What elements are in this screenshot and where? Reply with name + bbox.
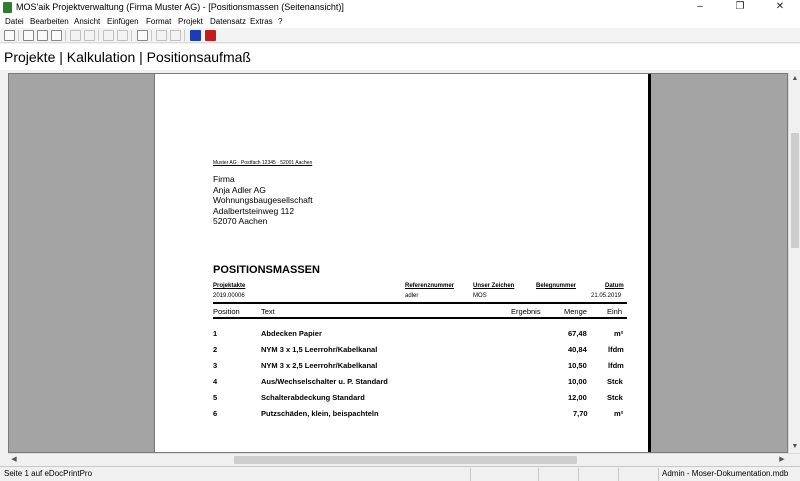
divider bbox=[213, 317, 627, 319]
address-line: Adalbertsteinweg 112 bbox=[213, 205, 295, 216]
meta-header-unser-zeichen: Unser Zeichen bbox=[473, 283, 515, 289]
toolbar-separator bbox=[131, 30, 132, 41]
address-line: Anja Adler AG bbox=[213, 184, 266, 195]
minimize-button[interactable]: – bbox=[697, 1, 703, 12]
meta-header-projektakte: Projektakte bbox=[213, 283, 246, 289]
column-header-einh: Einh bbox=[607, 307, 623, 316]
toolbar-separator bbox=[98, 30, 99, 41]
row-einh: m² bbox=[614, 329, 624, 338]
status-bar bbox=[0, 466, 800, 481]
toolbar-separator bbox=[151, 30, 152, 41]
column-header-position: Position bbox=[213, 307, 240, 316]
refresh-icon[interactable] bbox=[170, 30, 181, 41]
meta-header-referenznummer: Referenznummer bbox=[405, 283, 455, 289]
toolbar-separator bbox=[18, 30, 19, 41]
scroll-right-icon[interactable]: ▶ bbox=[779, 456, 785, 463]
vertical-scroll-thumb[interactable] bbox=[791, 133, 799, 248]
app-icon bbox=[3, 2, 12, 13]
redo-icon[interactable] bbox=[84, 30, 95, 41]
document-title: POSITIONSMASSEN bbox=[213, 264, 320, 276]
mail-icon[interactable] bbox=[51, 30, 62, 41]
row-text: Abdecken Papier bbox=[261, 329, 322, 338]
menu-help[interactable]: ? bbox=[278, 17, 283, 26]
window-title: MOS'aik Projektverwaltung (Firma Muster AG) - [Positionsmassen (Seitenansicht)] bbox=[16, 2, 344, 12]
address-line: 52070 Aachen bbox=[213, 216, 268, 226]
vertical-scrollbar[interactable] bbox=[788, 73, 800, 453]
status-segment bbox=[470, 468, 471, 481]
title-bar bbox=[0, 0, 800, 15]
divider bbox=[213, 302, 627, 304]
close-button[interactable]: ✕ bbox=[775, 1, 785, 12]
row-position: 2 bbox=[213, 345, 218, 354]
document-page bbox=[154, 74, 651, 453]
breadcrumb: Projekte | Kalkulation | Positionsaufmaß bbox=[0, 44, 800, 70]
menu-datensatz[interactable]: Datensatz bbox=[210, 17, 247, 26]
status-segment bbox=[618, 468, 619, 481]
menu-projekt[interactable]: Projekt bbox=[178, 17, 203, 26]
recipient-address bbox=[213, 174, 313, 227]
menu-bearbeiten[interactable]: Bearbeiten bbox=[30, 17, 69, 26]
row-text: Schalterabdeckung Standard bbox=[261, 393, 365, 402]
address-line: Firma bbox=[213, 174, 235, 184]
menu-ansicht[interactable]: Ansicht bbox=[74, 17, 101, 26]
row-einh: Stck bbox=[607, 393, 623, 402]
row-einh: m² bbox=[614, 409, 624, 418]
arrow-up-icon[interactable] bbox=[103, 30, 114, 41]
menu-einfuegen[interactable]: Einfügen bbox=[107, 17, 139, 26]
row-menge: 10,00 bbox=[568, 377, 587, 386]
delete-icon[interactable] bbox=[156, 30, 167, 41]
row-position: 3 bbox=[213, 361, 218, 370]
horizontal-scrollbar[interactable] bbox=[8, 453, 800, 465]
row-einh: lfdm bbox=[608, 361, 624, 370]
toolbar-separator bbox=[184, 30, 185, 41]
undo-icon[interactable] bbox=[70, 30, 81, 41]
menu-format[interactable]: Format bbox=[146, 17, 172, 26]
row-text: NYM 3 x 1,5 Leerrohr/Kabelkanal bbox=[261, 345, 378, 354]
address-line: Wohnungsbaugesellschaft bbox=[213, 195, 313, 205]
status-database: Admin - Moser-Dokumentation.mdb bbox=[662, 469, 789, 478]
print-preview bbox=[8, 73, 788, 453]
row-text: Putzschäden, klein, beispachteln bbox=[261, 409, 379, 418]
scroll-down-icon[interactable]: ▼ bbox=[791, 443, 799, 450]
horizontal-scroll-thumb[interactable] bbox=[234, 456, 577, 464]
new-icon[interactable] bbox=[4, 30, 15, 41]
row-einh: Stck bbox=[607, 377, 623, 386]
row-menge: 7,70 bbox=[573, 409, 588, 418]
meta-value-referenznummer: adler bbox=[405, 293, 419, 299]
row-position: 1 bbox=[213, 329, 218, 338]
status-page-info: Seite 1 auf eDocPrintPro bbox=[4, 469, 93, 478]
sender-line: Muster AG · Postfach 12345 · 52001 Aachen bbox=[213, 160, 313, 166]
row-menge: 12,00 bbox=[568, 393, 587, 402]
meta-value-projektakte: 2019.00006 bbox=[213, 293, 245, 299]
row-menge: 40,84 bbox=[568, 345, 587, 354]
status-segment bbox=[538, 468, 539, 481]
toolbar bbox=[0, 28, 800, 43]
toolbar-separator bbox=[65, 30, 66, 41]
row-einh: lfdm bbox=[608, 345, 624, 354]
menu-datei[interactable]: Datei bbox=[5, 17, 24, 26]
user-red-icon[interactable] bbox=[205, 30, 216, 41]
print-icon[interactable] bbox=[23, 30, 34, 41]
row-text: NYM 3 x 2,5 Leerrohr/Kabelkanal bbox=[261, 361, 378, 370]
status-segment bbox=[578, 468, 579, 481]
column-header-ergebnis: Ergebnis bbox=[511, 307, 541, 316]
user-blue-icon[interactable] bbox=[190, 30, 201, 41]
row-text: Aus/Wechselschalter u. P. Standard bbox=[261, 377, 388, 386]
meta-header-belegnummer: Belegnummer bbox=[536, 283, 577, 289]
arrow-down-icon[interactable] bbox=[117, 30, 128, 41]
row-position: 6 bbox=[213, 409, 218, 418]
row-position: 5 bbox=[213, 393, 218, 402]
restore-button[interactable]: ❐ bbox=[735, 1, 745, 12]
status-segment bbox=[658, 468, 659, 481]
row-menge: 10,50 bbox=[568, 361, 587, 370]
column-header-text: Text bbox=[261, 307, 275, 316]
meta-value-datum: 21.05.2019 bbox=[591, 293, 622, 299]
row-menge: 67,48 bbox=[568, 329, 587, 338]
meta-header-datum: Datum bbox=[605, 283, 624, 289]
row-position: 4 bbox=[213, 377, 218, 386]
menu-bar bbox=[0, 15, 800, 28]
scroll-up-icon[interactable]: ▲ bbox=[791, 75, 799, 82]
meta-value-unser-zeichen: MOS bbox=[473, 293, 487, 299]
scroll-left-icon[interactable]: ◀ bbox=[11, 456, 17, 463]
menu-extras[interactable]: Extras bbox=[250, 17, 273, 26]
preview-icon[interactable] bbox=[37, 30, 48, 41]
column-header-menge: Menge bbox=[564, 307, 587, 316]
find-icon[interactable] bbox=[137, 30, 148, 41]
